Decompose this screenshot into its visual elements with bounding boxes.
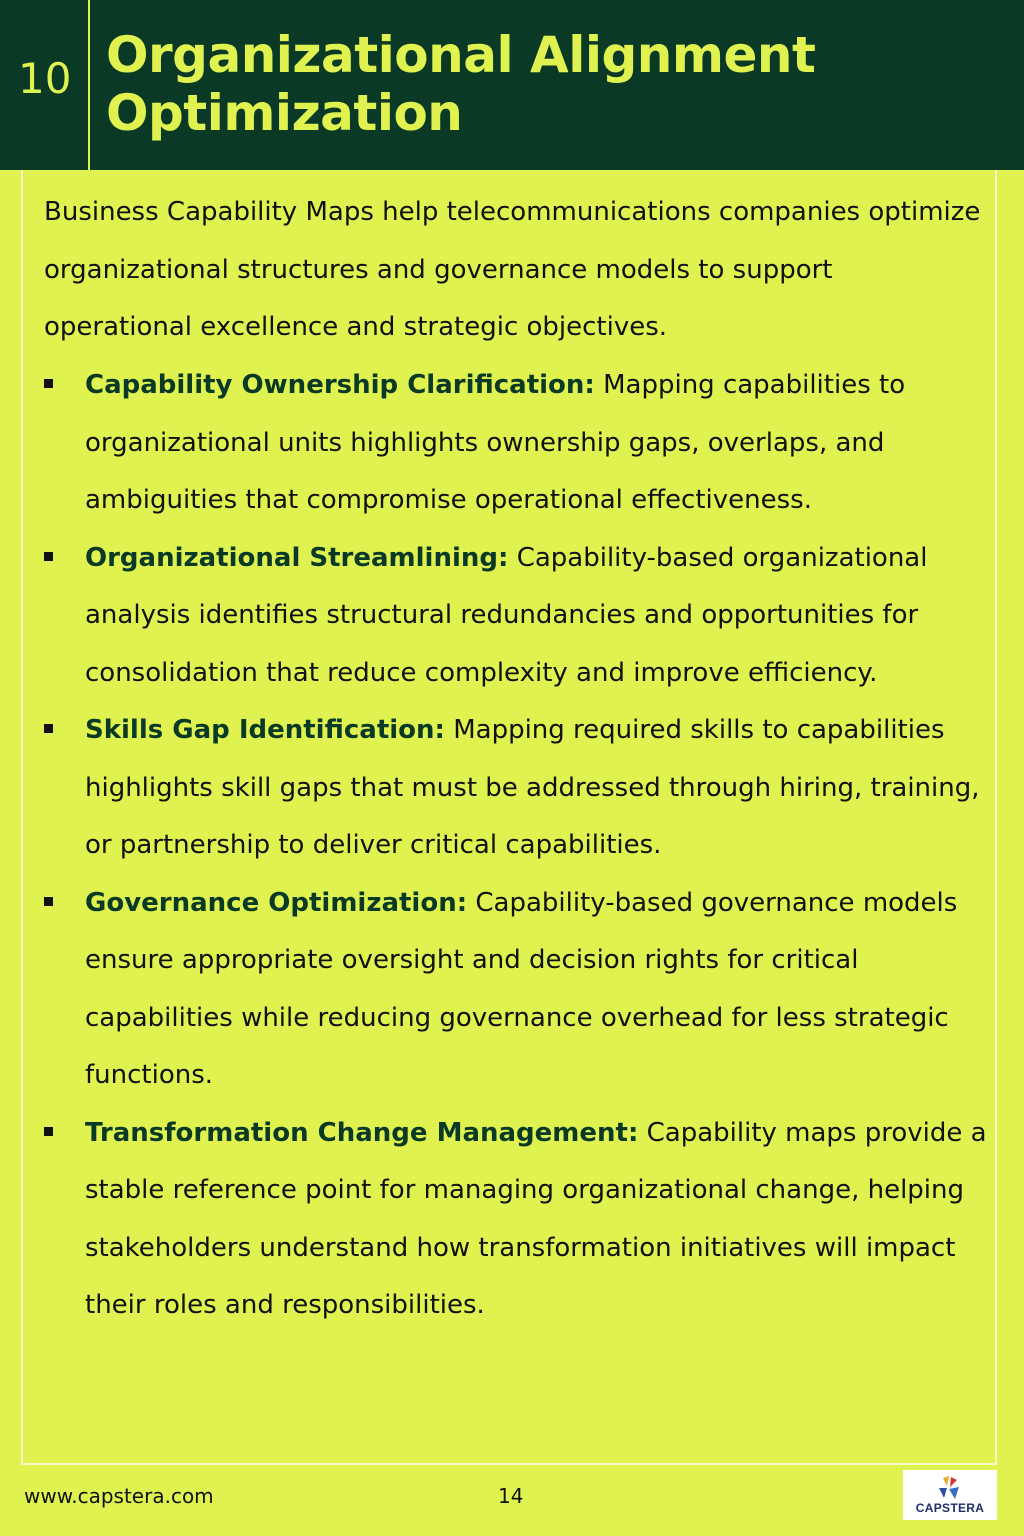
page-title xyxy=(106,26,1006,142)
section-number: 10 xyxy=(18,54,72,103)
bullet-text: Mapping capabilities to organizational units highlights ownership gaps, overlaps, and ambiguities that compromise operational effectiveness. xyxy=(85,370,906,515)
footer-website-link[interactable]: www.capstera.com xyxy=(24,1484,214,1508)
bullet-item xyxy=(44,875,994,1105)
page-number: 14 xyxy=(498,1484,524,1508)
logo-text: CAPSTERA xyxy=(915,1501,985,1515)
bullet-list xyxy=(44,357,994,1335)
square-bullet-icon xyxy=(44,1127,53,1136)
square-bullet-icon xyxy=(44,724,53,733)
header-bar xyxy=(0,0,1024,170)
bullet-item xyxy=(44,357,994,530)
capstera-logo-icon xyxy=(935,1474,965,1502)
bullet-text: Capability-based organizational analysis identifies structural redundancies and opportunities for consolidation that reduce complexity and improve efficiency. xyxy=(85,542,928,688)
bullet-title: Transformation Change Management: xyxy=(85,1117,639,1148)
bullet-text: Mapping required skills to capabilities highlights skill gaps that must be addressed through hiring, training, or partnership to deliver critical capabilities. xyxy=(85,715,980,860)
bullet-title: Governance Optimization: xyxy=(85,887,468,918)
bullet-text: Capability-based governance models ensure appropriate oversight and decision rights for critical capabilities while reducing governance overhead for less strategic functions. xyxy=(85,887,958,1090)
capstera-logo[interactable] xyxy=(903,1470,997,1520)
bullet-title: Capability Ownership Clarification: xyxy=(85,370,595,400)
page-title-line-1: Organizational Alignment xyxy=(106,26,816,84)
page-title-line-2: Optimization xyxy=(106,84,463,142)
bullet-item xyxy=(44,702,994,875)
square-bullet-icon xyxy=(44,379,53,388)
bullet-title: Skills Gap Identification: xyxy=(85,715,445,745)
square-bullet-icon xyxy=(44,552,53,561)
bullet-item xyxy=(44,530,994,703)
bullet-text: Capability maps provide a stable reference point for managing organizational change, helping stakeholders understand how transformation initiatives will impact their roles and responsibilities. xyxy=(85,1117,987,1320)
bullet-item xyxy=(44,1105,994,1335)
bullet-title: Organizational Streamlining: xyxy=(85,542,509,573)
header-divider xyxy=(88,0,90,170)
square-bullet-icon xyxy=(44,897,53,906)
intro-paragraph: Business Capability Maps help telecommunications companies optimize organizational structures and governance models to support operational excellence and strategic objectives. xyxy=(44,197,981,342)
